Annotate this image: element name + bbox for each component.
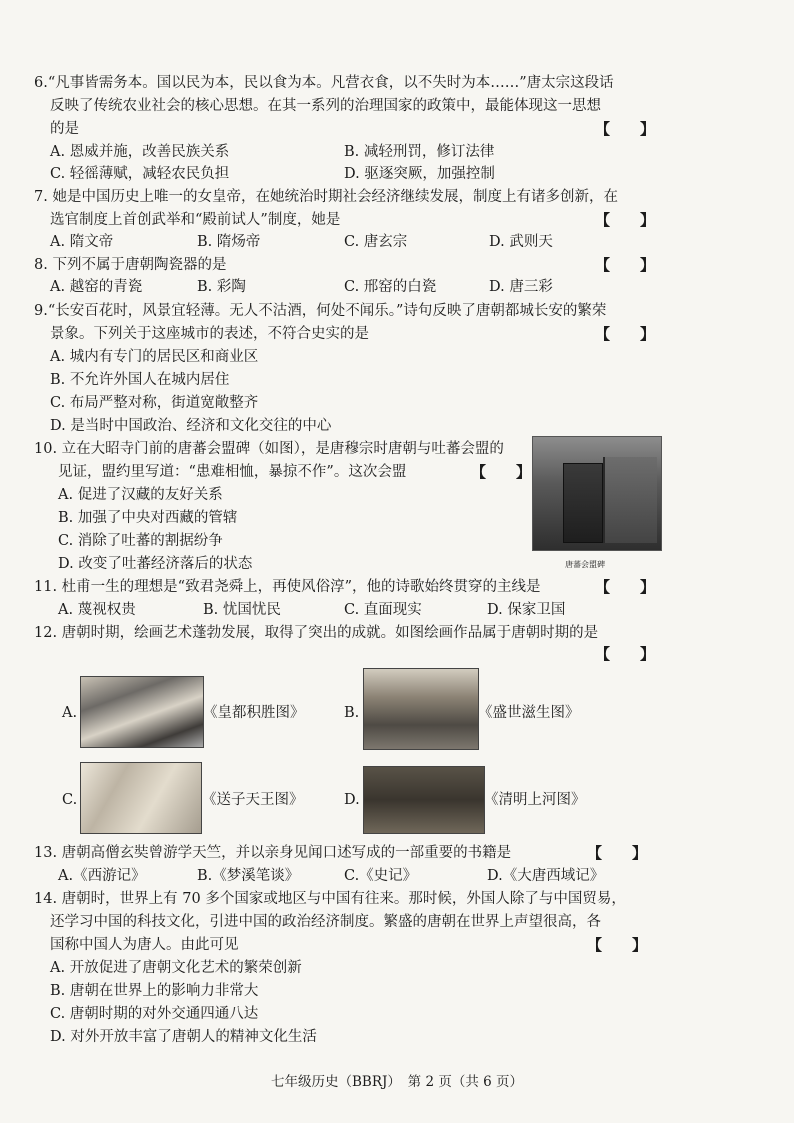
q9-option-d[interactable]: D. 是当时中国政治、经济和文化交往的中心 (50, 418, 332, 434)
q6-stem-line2: 反映了传统农业社会的核心思想。在其一系列的治理国家的政策中，最能体现这一思想 (50, 98, 601, 114)
q13-answer-bracket[interactable]: 【 】 (587, 844, 648, 862)
q7-option-a[interactable]: A. 隋文帝 (50, 234, 114, 250)
q8-option-c[interactable]: C. 邢窑的白瓷 (344, 279, 437, 295)
q9-option-a[interactable]: A. 城内有专门的居民区和商业区 (50, 349, 259, 365)
q9-answer-bracket[interactable]: 【 】 (595, 325, 656, 343)
temple-wall-shape (603, 457, 657, 543)
q10-answer-bracket[interactable]: 【 】 (471, 463, 532, 481)
q14-answer-bracket[interactable]: 【 】 (587, 936, 648, 954)
q10-option-a[interactable]: A. 促进了汉藏的友好关系 (58, 487, 223, 503)
q14-option-b[interactable]: B. 唐朝在世界上的影响力非常大 (50, 983, 259, 999)
q13-option-c[interactable]: C.《史记》 (344, 868, 418, 884)
q10-option-c[interactable]: C. 消除了吐蕃的割据纷争 (58, 533, 223, 549)
q12-option-a-painting[interactable] (80, 676, 204, 748)
q11-answer-bracket[interactable]: 【 】 (595, 578, 656, 596)
q8-stem-line1: 8. 下列不属于唐朝陶瓷器的是 (34, 257, 227, 273)
q6-stem-line3: 的是 (50, 121, 79, 137)
q10-stem-line2: 见证，盟约里写道：“患难相恤，暴掠不作”。这次会盟 (58, 464, 407, 480)
q12-option-b-title[interactable]: 《盛世滋生图》 (478, 705, 580, 721)
q8-option-b[interactable]: B. 彩陶 (197, 279, 246, 295)
q12-stem-line1: 12. 唐朝时期，绘画艺术蓬勃发展，取得了突出的成就。如图绘画作品属于唐朝时期的是 (34, 625, 599, 641)
q13-option-a[interactable]: A.《西游记》 (58, 868, 146, 884)
stele-photo-caption: 唐蕃会盟碑 (565, 560, 605, 569)
q6-option-b[interactable]: B. 减轻刑罚，修订法律 (344, 144, 495, 160)
q7-stem-line1: 7. 她是中国历史上唯一的女皇帝，在她统治时期社会经济继续发展，制度上有诸多创新，在 (34, 189, 618, 205)
q12-option-a-letter[interactable]: A. (62, 705, 78, 721)
q6-stem-line1: 6.“凡事皆需务本。国以民为本，民以食为本。凡营衣食，以不失时为本……”唐太宗这段话 (34, 75, 614, 91)
q7-option-c[interactable]: C. 唐玄宗 (344, 234, 408, 250)
q10-option-b[interactable]: B. 加强了中央对西藏的管辖 (58, 510, 238, 526)
q6-answer-bracket[interactable]: 【 】 (595, 120, 656, 138)
q9-stem-line2: 景象。下列关于这座城市的表述，不符合史实的是 (50, 326, 369, 342)
q14-option-d[interactable]: D. 对外开放丰富了唐朝人的精神文化生活 (50, 1029, 317, 1045)
tang-tibet-alliance-stele-photo (532, 436, 662, 551)
stele-shape (563, 463, 603, 543)
q6-option-c[interactable]: C. 轻徭薄赋，减轻农民负担 (50, 166, 230, 182)
q7-option-d[interactable]: D. 武则天 (489, 234, 553, 250)
q10-stem-line1: 10. 立在大昭寺门前的唐蕃会盟碑（如图），是唐穆宗时唐朝与吐蕃会盟的 (34, 441, 504, 457)
q14-option-a[interactable]: A. 开放促进了唐朝文化艺术的繁荣创新 (50, 960, 302, 976)
q12-option-b-painting[interactable] (363, 668, 479, 750)
page-footer: 七年级历史（BBRJ） 第 2 页（共 6 页） (270, 1074, 523, 1090)
q11-option-b[interactable]: B. 忧国忧民 (203, 602, 281, 618)
q11-option-c[interactable]: C. 直面现实 (344, 602, 422, 618)
q9-option-b[interactable]: B. 不允许外国人在城内居住 (50, 372, 230, 388)
q13-option-d[interactable]: D.《大唐西域记》 (487, 868, 605, 884)
q14-stem-line3: 国称中国人为唐人。由此可见 (50, 937, 239, 953)
q12-option-d-title[interactable]: 《清明上河图》 (484, 792, 586, 808)
q12-answer-bracket[interactable]: 【 】 (595, 645, 656, 663)
q12-option-c-painting[interactable] (80, 762, 202, 834)
q8-option-d[interactable]: D. 唐三彩 (489, 279, 553, 295)
q12-option-c-letter[interactable]: C. (62, 792, 78, 808)
q10-option-d[interactable]: D. 改变了吐蕃经济落后的状态 (58, 556, 253, 572)
q12-option-d-painting[interactable] (363, 766, 485, 834)
q9-option-c[interactable]: C. 布局严整对称，街道宽敞整齐 (50, 395, 259, 411)
q8-answer-bracket[interactable]: 【 】 (595, 256, 656, 274)
q11-option-a[interactable]: A. 蔑视权贵 (58, 602, 136, 618)
q12-option-b-letter[interactable]: B. (344, 705, 360, 721)
q14-option-c[interactable]: C. 唐朝时期的对外交通四通八达 (50, 1006, 259, 1022)
q7-stem-line2: 选官制度上首创武举和“殿前试人”制度，她是 (50, 212, 341, 228)
q13-stem-line1: 13. 唐朝高僧玄奘曾游学天竺，并以亲身见闻口述写成的一部重要的书籍是 (34, 845, 512, 861)
q7-option-b[interactable]: B. 隋炀帝 (197, 234, 261, 250)
q6-option-a[interactable]: A. 恩威并施，改善民族关系 (50, 144, 230, 160)
q13-option-b[interactable]: B.《梦溪笔谈》 (197, 868, 300, 884)
q11-option-d[interactable]: D. 保家卫国 (487, 602, 566, 618)
q6-option-d[interactable]: D. 驱逐突厥，加强控制 (344, 166, 495, 182)
q8-option-a[interactable]: A. 越窑的青瓷 (50, 279, 143, 295)
q11-stem-line1: 11. 杜甫一生的理想是“致君尧舜上，再使风俗淳”，他的诗歌始终贯穿的主线是 (34, 579, 541, 595)
q14-stem-line1: 14. 唐朝时，世界上有 70 多个国家或地区与中国有往来。那时候，外国人除了与中国贸易， (34, 891, 626, 907)
q12-option-c-title[interactable]: 《送子天王图》 (202, 792, 304, 808)
q12-option-d-letter[interactable]: D. (344, 792, 360, 808)
q9-stem-line1: 9.“长安百花时，风景宜轻薄。无人不沽酒，何处不闻乐。”诗句反映了唐朝都城长安的繁荣 (34, 303, 607, 319)
q7-answer-bracket[interactable]: 【 】 (595, 211, 656, 229)
q12-option-a-title[interactable]: 《皇都积胜图》 (203, 705, 305, 721)
q14-stem-line2: 还学习中国的科技文化，引进中国的政治经济制度。繁盛的唐朝在世界上声望很高，各 (50, 914, 601, 930)
